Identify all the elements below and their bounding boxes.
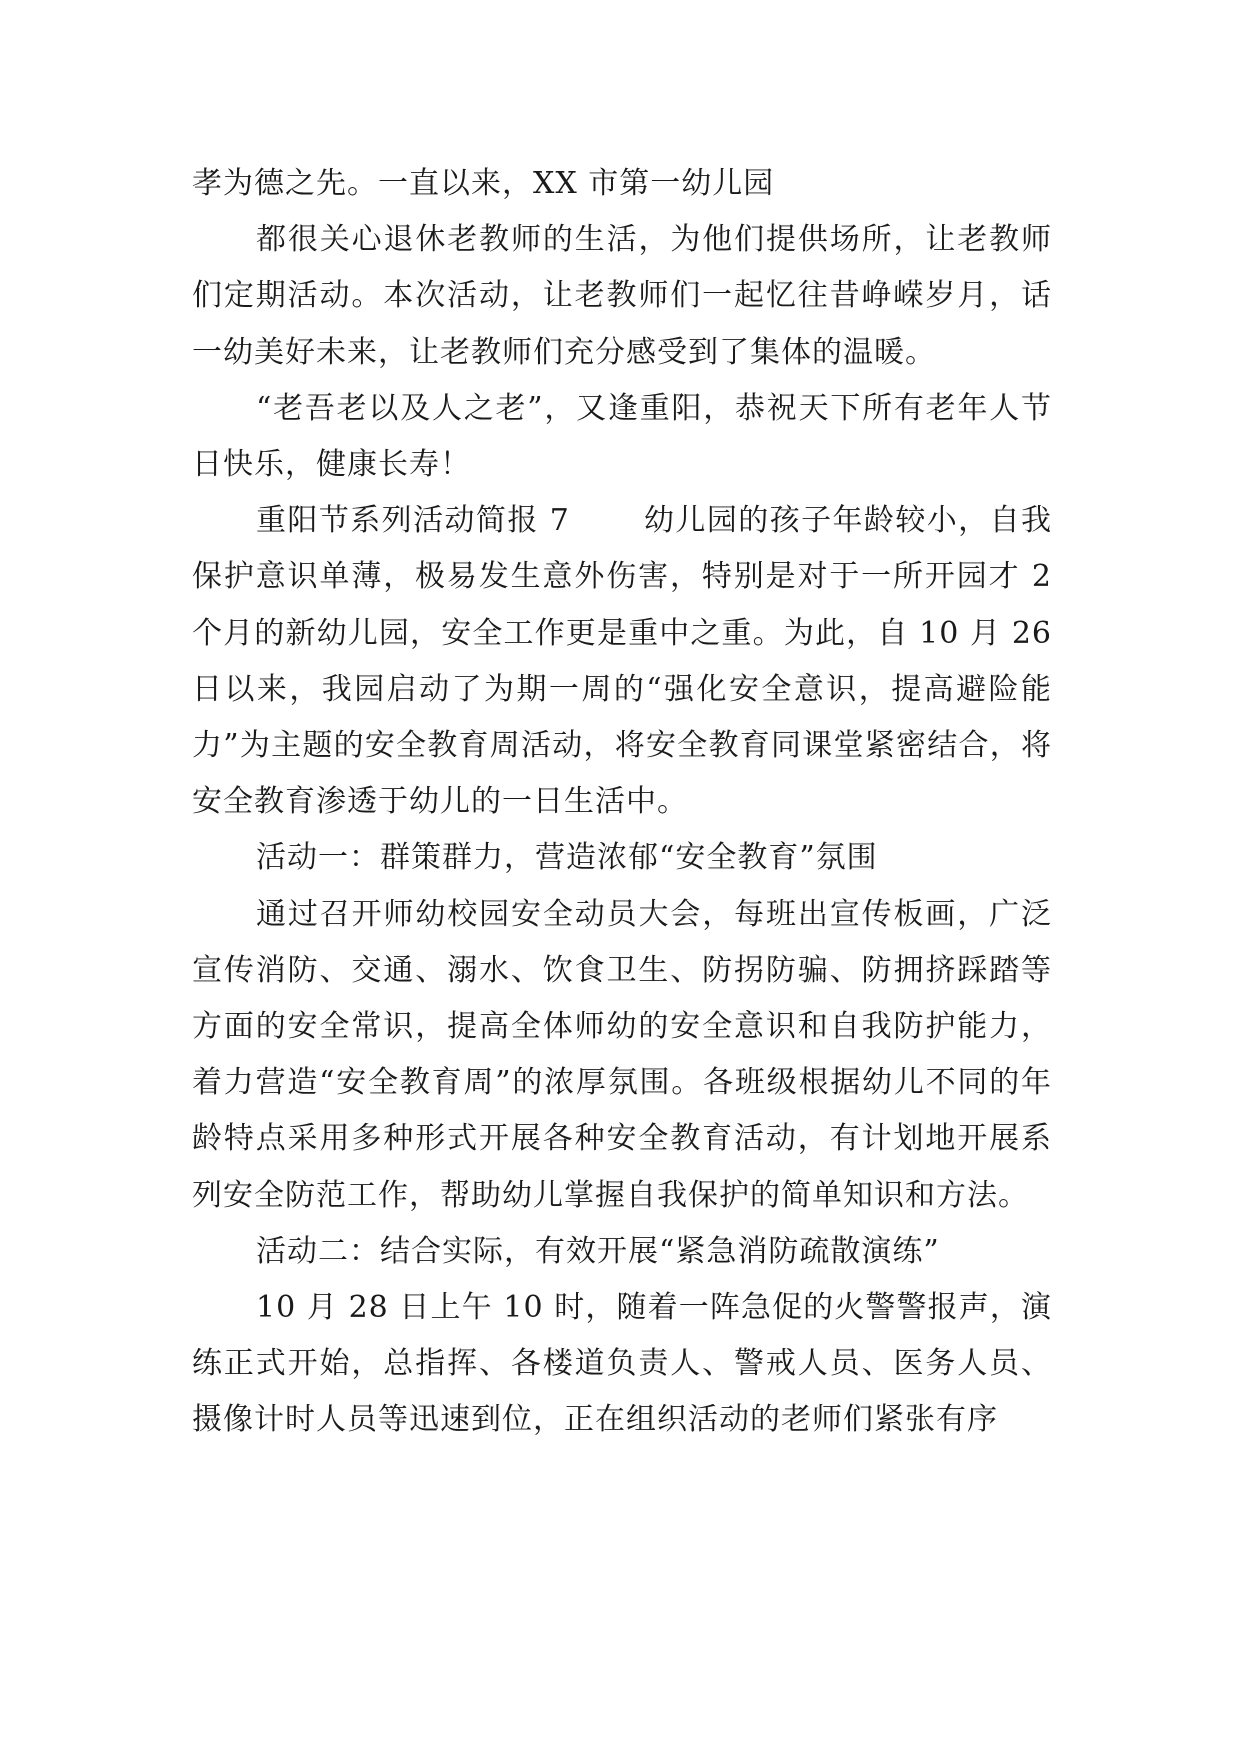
paragraph-6: 通过召开师幼校园安全动员大会，每班出宣传板画，广泛宣传消防、交通、溺水、饮食卫生、防拐防骗、防拥挤踩踏等方面的安全常识，提高全体师幼的安全意识和自我防护能力，着力营造“安全教育周”的浓厚氛围。各班级根据幼儿不同的年龄特点采用多种形式开展各种安全教育活动，有计划地开展系列安全防范工作，帮助幼儿掌握自我保护的简单知识和方法。 <box>192 896 1052 1213</box>
activity-2-heading: 活动二：结合实际，有效开展“紧急消防疏散演练” <box>256 1233 940 1269</box>
paragraph-3: “老吾老以及人之老”，又逢重阳，恭祝天下所有老年人节日快乐，健康长寿！ <box>192 390 1052 483</box>
activity-1-heading: 活动一：群策群力，营造浓郁“安全教育”氛围 <box>256 840 878 876</box>
paragraph-4: 重阳节系列活动简报 7 幼儿园的孩子年龄较小，自我保护意识单薄，极易发生意外伤害，特别是对于一所开园才 2 个月的新幼儿园，安全工作更是重中之重。为此，自 10 月 26 日以来，我园启动了为期一周的“强化安全意识，提高避险能力”为主题的安全教育周活动，将安全教育同课堂紧密结合，将安全教育渗透于幼儿的一日生活中。 <box>192 503 1052 820</box>
document-page <box>192 156 1052 1449</box>
paragraph-2: 都很关心退休老教师的生活，为他们提供场所，让老教师们定期活动。本次活动，让老教师们一起忆往昔峥嵘岁月，话一幼美好未来，让老教师们充分感受到了集体的温暖。 <box>192 222 1052 370</box>
paragraph-8: 10 月 28 日上午 10 时，随着一阵急促的火警警报声，演练正式开始，总指挥、各楼道负责人、警戒人员、医务人员、摄像计时人员等迅速到位，正在组织活动的老师们紧张有序 <box>192 1290 1052 1438</box>
paragraph-1: 孝为德之先。一直以来，XX 市第一幼儿园 <box>192 166 775 201</box>
